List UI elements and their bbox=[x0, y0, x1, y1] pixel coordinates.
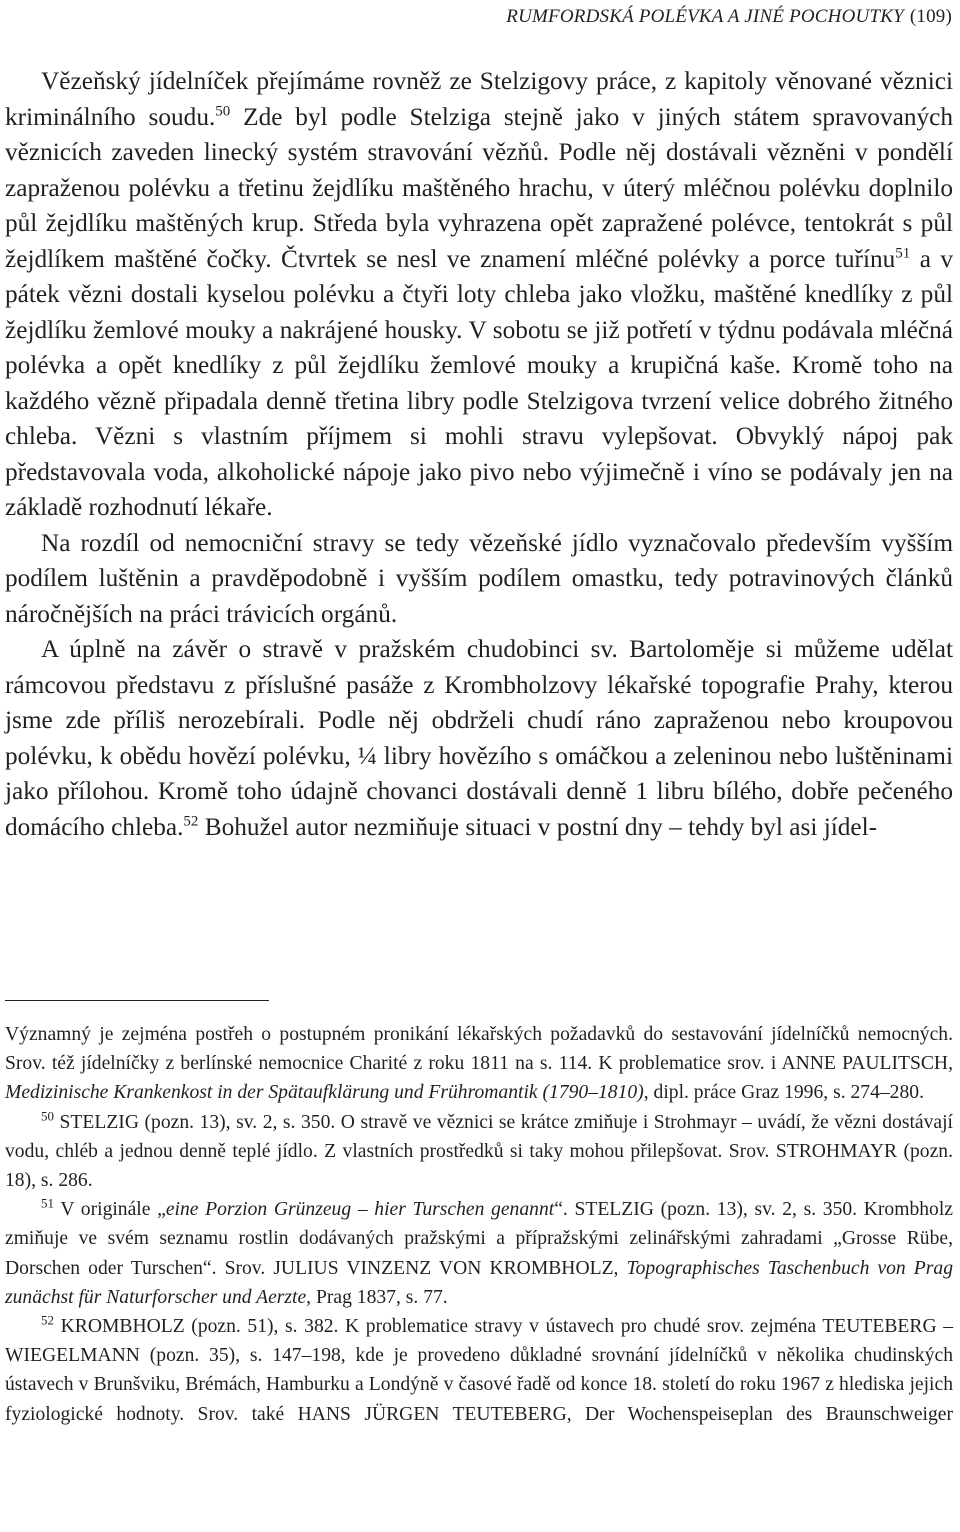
paragraph-3-text-b: Bohužel autor nezmiňuje situaci v postní dny – tehdy byl asi jídel- bbox=[198, 812, 878, 841]
running-title: RUMFORDSKÁ POLÉVKA A JINÉ POCHOUTKY bbox=[506, 6, 904, 27]
footnote-50-number: 50 bbox=[41, 1108, 54, 1124]
paragraph-3 bbox=[5, 632, 953, 845]
footnote-continued bbox=[5, 1020, 953, 1108]
paragraph-1 bbox=[5, 64, 953, 526]
footnote-continued-text-a: Významný je zejména postřeh o postupném pronikání lékařských požadavků do sestavování jídelníčků nemocných. Srov. též jídelníčky z berlínské nemocnice Charité z roku 1811 na s. 114. K problematice srov. i ANNE PAULITSCH, bbox=[5, 1024, 953, 1075]
page-number: (109) bbox=[909, 6, 952, 27]
footnote-51-number: 51 bbox=[41, 1195, 54, 1211]
footnote-52-text: KROMBHOLZ (pozn. 51), s. 382. K problematice stravy v ústavech pro chudé srov. zejména TEUTEBERG – WIEGELMANN (pozn. 35), s. 147–198, kde je provedeno důkladné srovnání jídelníčků v několika chudinských ústavech v Brunšviku, Brémách, Hamburku a Londýně v časové řadě od konce 18. století do roku 1967 z hlediska jejich fyziologické hodnoty. Srov. také HANS JÜRGEN TEUTEBERG, Der Wochenspeiseplan des Braunschweiger bbox=[5, 1316, 953, 1425]
footnote-continued-title: Medizinische Krankenkost in der Spätaufklärung und Frühromantik (1790–1810) bbox=[5, 1082, 644, 1104]
footnote-51-text-b: “. STELZIG (pozn. 13), sv. 2, s. 350. Krombholz zmiňuje ve svém seznamu rostlin dodávaných pražskými a přípražskými zelinářskými zahradami „Grosse Rübe, Dorschen oder Turschen“. Srov. JULIUS VINZENZ VON KROMBHOLZ, bbox=[5, 1199, 953, 1279]
footnote-51 bbox=[5, 1195, 953, 1312]
paragraph-1-text-c: a v pátek vězni dostali kyselou polévku a čtyři loty chleba jako vložku, maštěné knedlíky z půl žejdlíku žemlové mouky a nakrájené housky. V sobotu se již potřetí v týdnu podávala mléčná polévka a opět knedlíky z půl žejdlíku žemlové mouky a krupičná kaše. Kromě toho na každého vězně připadala denně třetina libry podle Stelzigova tvrzení velice dobrého žitného chleba. Vězni s vlastním příjmem si mohli stravu vylepšovat. Obvyklý nápoj pak představovala voda, alkoholické nápoje jako pivo nebo výjimečně i víno se podávaly jen na základě rozhodnutí lékaře. bbox=[5, 244, 953, 521]
main-text bbox=[5, 64, 953, 845]
footnote-continued-text-b: , dipl. práce Graz 1996, s. 274–280. bbox=[643, 1082, 924, 1104]
footnote-50 bbox=[5, 1108, 953, 1196]
footnote-50-text: STELZIG (pozn. 13), sv. 2, s. 350. O stravě ve věznici se krátce zmiňuje i Strohmayr – uvádí, že vězni dostávají vodu, chléb a jednou denně teplé jídlo. Z vlastních prostředků si taky mohou přilepšovat. Srov. STROHMAYR (pozn. 18), s. 286. bbox=[5, 1111, 953, 1192]
paragraph-2: Na rozdíl od nemocniční stravy se tedy vězeňské jídlo vyznačovalo především vyšším podílem luštěnin a pravděpodobně i vyšším podílem omastku, tedy potravinových článků náročnějších na práci trávicích orgánů. bbox=[5, 528, 953, 628]
footnote-51-text-c: , Prag 1837, s. 77. bbox=[306, 1286, 448, 1308]
footnote-52-number: 52 bbox=[41, 1312, 54, 1328]
footnote-52 bbox=[5, 1312, 953, 1429]
footnote-separator bbox=[5, 1000, 269, 1001]
paragraph-1-text-a: Vězeňský jídelníček přejímáme rovněž ze Stelzigovy práce, z kapitoly věnované věznici kriminálního soudu. bbox=[5, 67, 953, 131]
footnote-51-text-a: V originále „ bbox=[54, 1199, 166, 1221]
footnote-51-title: Topographisches Taschenbuch von Prag zunächst für Naturforscher und Aerzte bbox=[5, 1257, 953, 1308]
footnote-ref-52[interactable]: 52 bbox=[183, 813, 199, 830]
running-header bbox=[506, 6, 952, 28]
paragraph-1-text-b: Zde byl podle Stelziga stejně jako v jiných státem spravovaných věznicích zaveden linecký systém stravování vězňů. Podle něj dostávali vězněni v pondělí zapraženou polévku a třetinu žejdlíku maštěného hrachu, v úterý mléčnou polévku doplnilo půl žejdlíku maštěných krup. Středa byla vyhrazena opět zapražené polévce, tentokrát s půl žejdlíkem maštěné čočky. Čtvrtek se nesl ve znamení mléčné polévky a porce tuřínu bbox=[5, 102, 953, 273]
footnotes bbox=[5, 1020, 953, 1429]
footnote-ref-50[interactable]: 50 bbox=[215, 103, 231, 120]
paragraph-3-text-a: A úplně na závěr o stravě v pražském chudobinci sv. Bartoloměje si můžeme udělat rámcovou představu z příslušné pasáže z Krombholzovy lékařské topografie Prahy, kterou jsme zde příliš nerozebírali. Podle něj obdrželi chudí ráno zapraženou nebo kroupovou polévku, k obědu hovězí polévku, ¼ libry hovězího s omáčkou a zeleninou nebo luštěninami jako přílohou. Kromě toho údajně chovanci dostávali denně 1 libru bílého, dobře pečeného domácího chleba. bbox=[5, 635, 953, 841]
footnote-ref-51[interactable]: 51 bbox=[895, 245, 911, 262]
footnote-51-quote: eine Porzion Grünzeug – hier Turschen genannt bbox=[165, 1199, 555, 1221]
